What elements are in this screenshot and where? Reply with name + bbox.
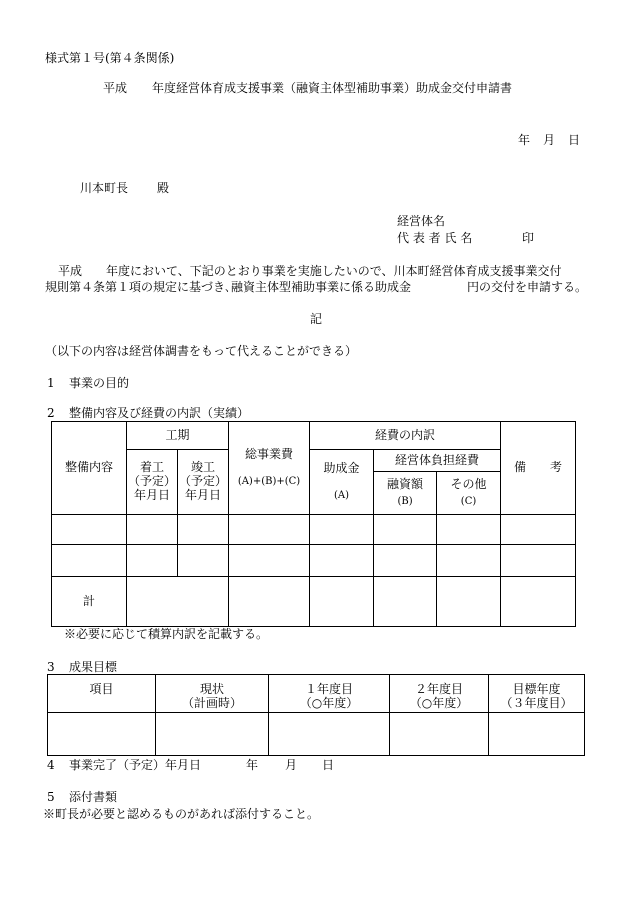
title-era: 平成	[103, 81, 128, 95]
applicant-rep-label: 代 表 者 氏 名	[397, 231, 473, 245]
goals-table	[47, 674, 585, 756]
cell[interactable]	[501, 545, 576, 577]
body-line1: 年度において、下記のとおり事業を実施したいので、川本町経営体育成支援事業交付	[106, 264, 562, 278]
completion-day: 日	[322, 758, 335, 772]
header-total-cost	[229, 422, 310, 515]
cell[interactable]	[52, 545, 127, 577]
header-breakdown: 経費の内訳	[310, 422, 501, 450]
goals-header-year1	[269, 675, 390, 713]
header-subsidy	[310, 450, 374, 515]
cell[interactable]	[178, 515, 229, 545]
substitute-note: （以下の内容は経営体調書をもって代えることができる）	[45, 344, 358, 358]
section5-title: 添付書類	[69, 790, 118, 804]
date-day: 日	[568, 133, 581, 147]
cell[interactable]	[127, 577, 229, 627]
section5-note: ※町長が必要と認めるものがあれば添付すること。	[43, 807, 320, 821]
cell[interactable]	[374, 515, 437, 545]
table-row	[48, 713, 585, 756]
ki-heading: 記	[310, 312, 323, 326]
cell[interactable]	[374, 577, 437, 627]
completion-year: 年	[246, 758, 259, 772]
date-month: 月	[543, 133, 556, 147]
section4-number: 4	[47, 758, 55, 772]
goals-header-year2	[390, 675, 489, 713]
table-row	[52, 545, 576, 577]
cell[interactable]	[127, 545, 178, 577]
document-title: 年度経営体育成支援事業（融資主体型補助事業）助成金交付申請書	[152, 81, 513, 95]
cell[interactable]	[310, 545, 374, 577]
cell[interactable]	[156, 713, 269, 756]
header-loan	[374, 472, 437, 515]
cell[interactable]	[127, 515, 178, 545]
header-end-date	[178, 450, 229, 515]
target-label: 目標年度	[512, 682, 561, 696]
cell[interactable]	[52, 515, 127, 545]
target-sub: （３年度目）	[500, 695, 573, 710]
cell[interactable]	[390, 713, 489, 756]
end-planned: （予定）	[179, 474, 228, 489]
cell[interactable]	[501, 515, 576, 545]
start-label: 着工	[139, 460, 164, 475]
year1-sub: （○年度）	[299, 695, 359, 710]
loan-label: 融資額	[387, 477, 424, 492]
other-label: その他	[450, 477, 487, 492]
form-number: 様式第１号(第４条関係)	[45, 51, 175, 65]
header-start-date	[127, 450, 178, 515]
section1-number: 1	[47, 376, 55, 390]
cell[interactable]	[489, 713, 585, 756]
expense-table	[51, 421, 576, 627]
cell[interactable]	[48, 713, 156, 756]
cell[interactable]	[269, 713, 390, 756]
section3-title: 成果目標	[69, 660, 118, 674]
other-code: (C)	[460, 496, 477, 508]
completion-month: 月	[285, 758, 298, 772]
cell[interactable]	[310, 515, 374, 545]
section2-note: ※必要に応じて積算内訳を記載する。	[64, 627, 269, 641]
total-label: 計	[52, 577, 127, 627]
start-ymd: 年月日	[133, 487, 170, 502]
header-other	[437, 472, 501, 515]
seal-mark: 印	[522, 231, 535, 245]
header-remarks: 備 考	[501, 422, 576, 515]
cell[interactable]	[229, 545, 310, 577]
section2-title: 整備内容及び経費の内訳（実績）	[69, 406, 250, 420]
section1-title: 事業の目的	[69, 376, 130, 390]
cell[interactable]	[229, 577, 310, 627]
goals-header-item: 項目	[48, 675, 156, 713]
total-cost-formula: (A)+(B)+(C)	[237, 476, 301, 488]
cell[interactable]	[310, 577, 374, 627]
body-line2-a: 規則第４条第１項の規定に基づき､融資主体型補助事業に係る助成金	[45, 280, 412, 294]
section3-number: 3	[47, 660, 55, 674]
section2-number: 2	[47, 406, 55, 420]
current-sub: （計画時）	[181, 695, 242, 710]
applicant-org-label: 経営体名	[397, 214, 446, 228]
addressee-honorific: 殿	[157, 181, 170, 195]
table-row	[52, 515, 576, 545]
addressee-name: 川本町長	[80, 181, 129, 195]
year1-label: １年度目	[304, 682, 353, 696]
cell[interactable]	[437, 545, 501, 577]
section5-number: 5	[47, 790, 55, 804]
header-content: 整備内容	[52, 422, 127, 515]
end-label: 竣工	[191, 460, 216, 475]
body-line2-b: 円の交付を申請する。	[467, 280, 588, 294]
cell[interactable]	[374, 545, 437, 577]
subsidy-label: 助成金	[323, 461, 360, 476]
header-period: 工期	[127, 422, 229, 450]
date-year: 年	[518, 133, 531, 147]
subsidy-code: (A)	[334, 490, 350, 502]
total-cost-label: 総事業費	[245, 447, 294, 462]
cell[interactable]	[501, 577, 576, 627]
year2-label: ２年度目	[414, 682, 463, 696]
cell[interactable]	[229, 515, 310, 545]
header-burden: 経営体負担経費	[374, 450, 501, 472]
section4-title: 事業完了（予定）年月日	[69, 758, 202, 772]
body-era: 平成	[58, 264, 83, 278]
cell[interactable]	[437, 515, 501, 545]
goals-header-current	[156, 675, 269, 713]
loan-code: (B)	[397, 496, 413, 508]
start-planned: （予定）	[127, 474, 176, 489]
year2-sub: （○年度）	[409, 695, 469, 710]
cell[interactable]	[178, 545, 229, 577]
end-ymd: 年月日	[185, 487, 222, 502]
current-label: 現状	[199, 682, 224, 696]
goals-header-target	[489, 675, 585, 713]
total-row	[52, 577, 576, 627]
cell[interactable]	[437, 577, 501, 627]
